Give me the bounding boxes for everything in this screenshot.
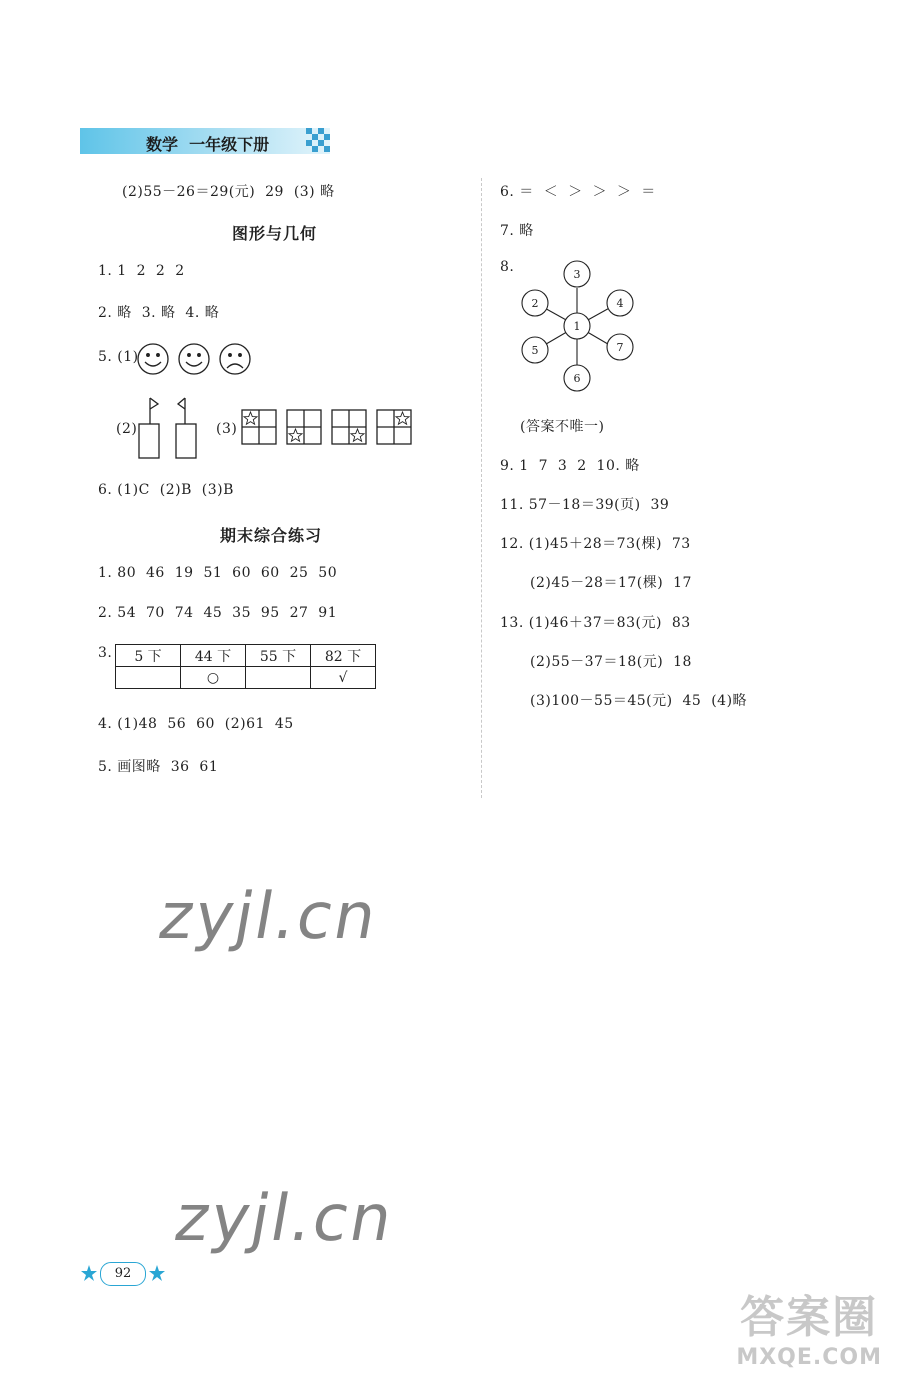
- answer-line: 4. (1)48 56 60 (2)61 45: [98, 716, 294, 732]
- table-cell: 55 下: [246, 645, 311, 667]
- table-cell: 5 下: [116, 645, 181, 667]
- corner-logo: [736, 1281, 882, 1370]
- smiley-face-icon: [179, 344, 209, 374]
- question-label: (2): [116, 421, 138, 437]
- star-grids-figure: [240, 408, 418, 448]
- star-icon: [289, 429, 302, 441]
- answer-line: 7. 略: [500, 223, 534, 239]
- question-label: 5. (1): [98, 349, 139, 365]
- question-label: 8.: [500, 259, 515, 275]
- star-icon: [80, 1264, 98, 1282]
- answer-line: (3)100－55＝45(元) 45 (4)略: [530, 693, 748, 709]
- answer-line: 13. (1)46＋37＝83(元) 83: [500, 615, 691, 631]
- diagram-node-top: 3: [573, 268, 581, 281]
- watermark-text: zyjl.cn: [153, 880, 384, 954]
- logo-url: MXQE.COM: [736, 1345, 882, 1370]
- star-icon: [148, 1264, 166, 1282]
- answer-table: [115, 644, 376, 689]
- diagram-node-lower-right: 7: [616, 341, 624, 354]
- diagram-node-center: 1: [573, 320, 581, 333]
- flags-figure: [136, 394, 206, 462]
- page-header-title: 数学 一年级下册: [146, 135, 270, 154]
- logo-text: 答案圈: [740, 1292, 879, 1343]
- section-title-final-practice: 期末综合练习: [220, 526, 323, 545]
- table-cell: [116, 667, 181, 689]
- sad-face-icon: [220, 344, 250, 374]
- question-label: (3): [216, 421, 238, 437]
- table-header-row: [116, 645, 376, 667]
- smiley-face-icon: [138, 344, 168, 374]
- diagram-node-upper-left: 2: [531, 297, 539, 310]
- table-cell: 82 下: [311, 645, 376, 667]
- question-label: 3.: [98, 645, 113, 661]
- answer-note: (答案不唯一): [520, 419, 605, 435]
- watermark-text: zyjl.cn: [169, 1182, 400, 1256]
- answer-line: 11. 57－18＝39(页) 39: [500, 497, 670, 513]
- checker-pattern-icon: [306, 128, 332, 154]
- table-cell: √: [311, 667, 376, 689]
- table-row: [116, 667, 376, 689]
- answer-line: 5. 画图略 36 61: [98, 759, 219, 775]
- answer-line: 1. 80 46 19 51 60 60 25 50: [98, 565, 338, 581]
- number-star-diagram: [514, 258, 644, 394]
- answer-line: 12. (1)45＋28＝73(棵) 73: [500, 536, 691, 552]
- section-title-geometry: 图形与几何: [232, 224, 318, 243]
- star-icon: [244, 412, 257, 424]
- answer-line: (2)55－37＝18(元) 18: [530, 654, 692, 670]
- table-cell: ○: [181, 667, 246, 689]
- answer-line: 1. 1 2 2 2: [98, 263, 185, 279]
- answer-line: 2. 略 3. 略 4. 略: [98, 305, 220, 321]
- column-divider: [481, 178, 482, 798]
- answer-line: (2)55－26＝29(元) 29 (3) 略: [122, 184, 335, 200]
- star-icon: [351, 429, 364, 441]
- answer-line: 6. ＝ ＜ ＞ ＞ ＞ ＝: [500, 184, 656, 200]
- answer-line: 2. 54 70 74 45 35 95 27 91: [98, 605, 338, 621]
- table-cell: 44 下: [181, 645, 246, 667]
- diagram-node-upper-right: 4: [616, 297, 624, 310]
- answer-line: (2)45－28＝17(棵) 17: [530, 575, 692, 591]
- page-number: 92: [100, 1262, 146, 1286]
- diagram-node-lower-left: 5: [531, 344, 539, 357]
- table-cell: [246, 667, 311, 689]
- answer-line: 9. 1 7 3 2 10. 略: [500, 458, 640, 474]
- diagram-node-bottom: 6: [573, 372, 581, 385]
- faces-figure: [136, 341, 256, 377]
- answer-line: 6. (1)C (2)B (3)B: [98, 482, 234, 498]
- star-icon: [396, 412, 409, 424]
